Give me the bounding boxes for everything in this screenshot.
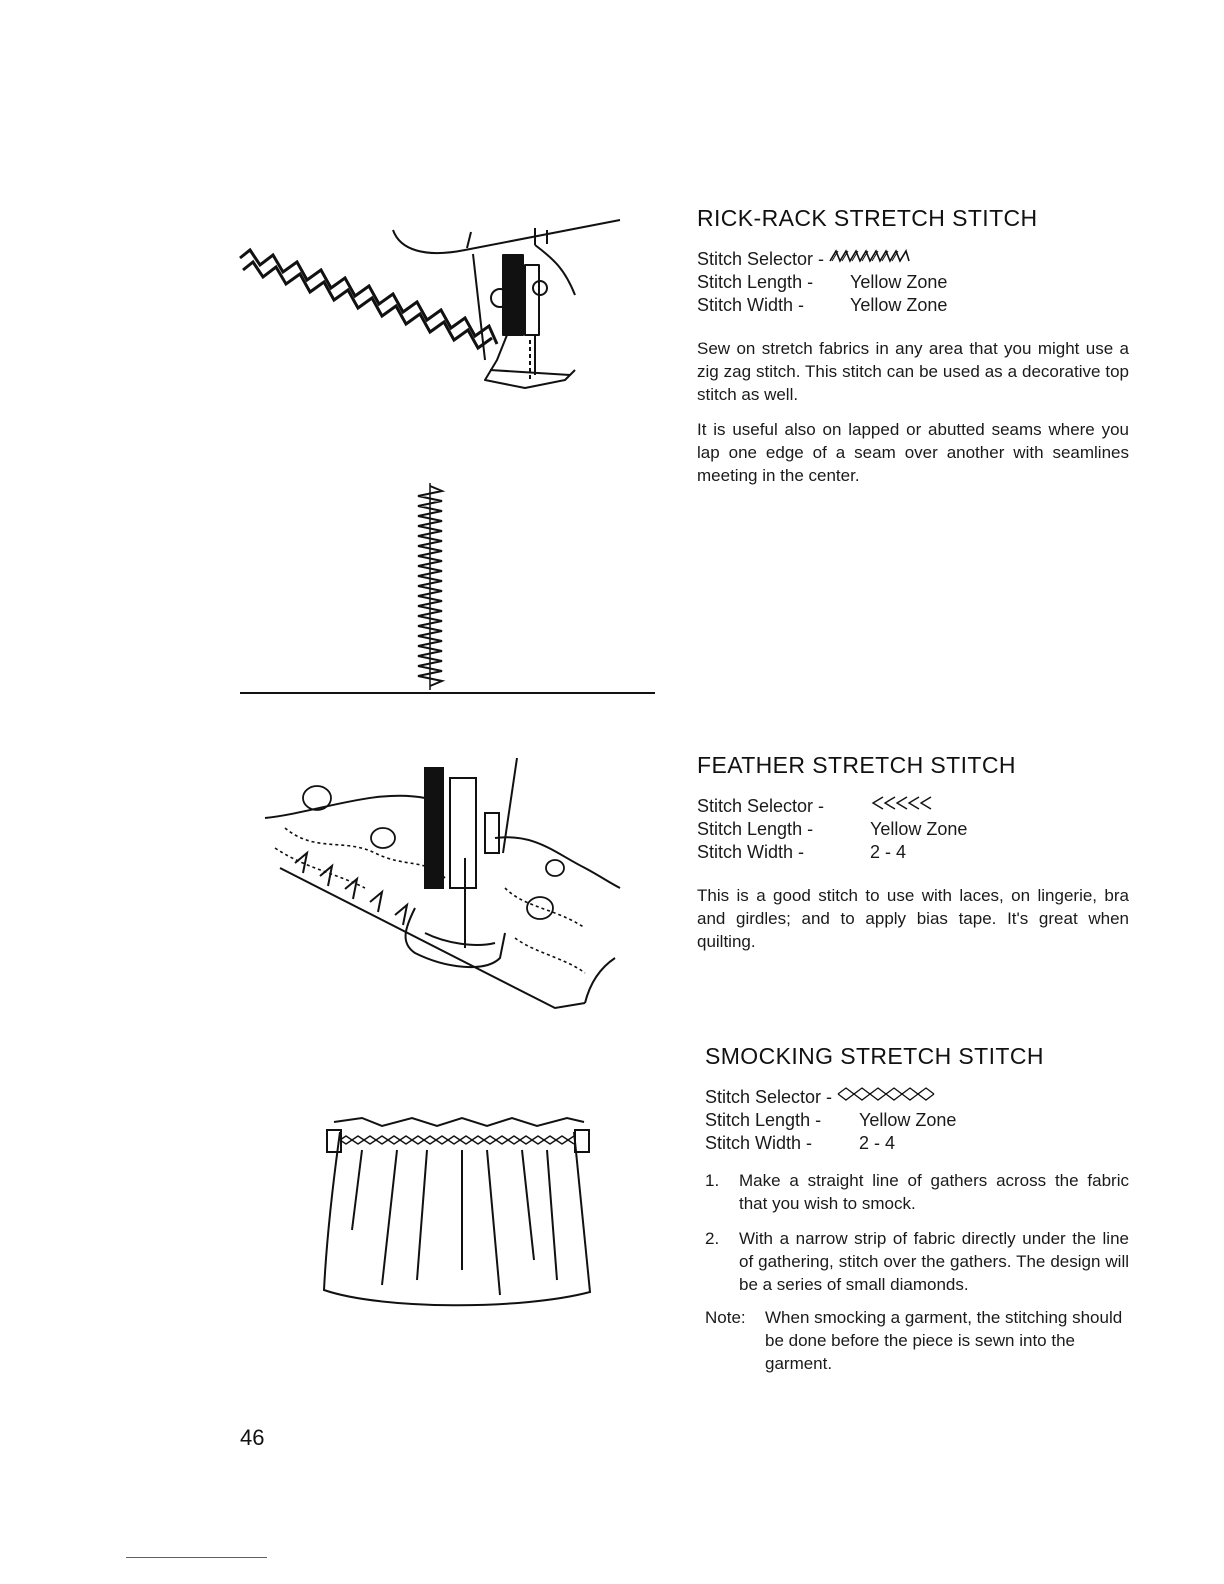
rick-rack-selector-row bbox=[697, 248, 1129, 271]
rick-rack-length-row bbox=[697, 271, 1129, 294]
note-text: When smocking a garment, the stitching should be done before the piece is sewn into the garment. bbox=[765, 1308, 1123, 1373]
smocking-note bbox=[705, 1306, 1129, 1375]
rick-rack-section bbox=[697, 205, 1129, 487]
smocking-width-row bbox=[705, 1132, 1129, 1155]
feather-width-row bbox=[697, 841, 1129, 864]
step-text: With a narrow strip of fabric directly under the line of gathering, stitch over the gathers. The design will be a series of small diamonds. bbox=[739, 1229, 1129, 1294]
smocking-diamonds bbox=[340, 1136, 574, 1144]
seam-sample-illustration bbox=[235, 478, 660, 700]
width-value: 2 - 4 bbox=[859, 1133, 896, 1153]
width-label: Stitch Width - bbox=[705, 1133, 813, 1153]
length-value: Yellow Zone bbox=[850, 272, 948, 292]
width-value: Yellow Zone bbox=[850, 295, 948, 315]
smocking-stitch-symbol-icon bbox=[836, 1086, 936, 1102]
feather-lace-illustration bbox=[255, 758, 625, 1018]
footer-rule bbox=[126, 1557, 267, 1558]
feather-section bbox=[697, 752, 1129, 953]
step-text: Make a straight line of gathers across the fabric that you wish to smock. bbox=[739, 1171, 1129, 1213]
feather-length-row bbox=[697, 818, 1129, 841]
rick-rack-paragraph-1: Sew on stretch fabrics in any area that you might use a zig zag stitch. This stitch can be used as a decorative top stitch as well. bbox=[697, 339, 1129, 404]
rick-rack-width-row bbox=[697, 294, 1129, 317]
width-label: Stitch Width - bbox=[697, 842, 805, 862]
rick-rack-title: RICK-RACK STRETCH STITCH bbox=[697, 205, 1038, 231]
feather-stitch-symbol-icon bbox=[871, 795, 933, 811]
selector-label: Stitch Selector - bbox=[697, 249, 825, 269]
length-value: Yellow Zone bbox=[870, 819, 968, 839]
step-number: 2. bbox=[705, 1229, 720, 1248]
selector-label: Stitch Selector - bbox=[697, 796, 825, 816]
smocked-skirt-illustration bbox=[322, 1110, 594, 1315]
feather-title: FEATHER STRETCH STITCH bbox=[697, 752, 1016, 778]
length-value: Yellow Zone bbox=[859, 1110, 957, 1130]
step-number: 1. bbox=[705, 1171, 720, 1190]
note-label: Note: bbox=[705, 1308, 746, 1327]
smocking-length-row bbox=[705, 1109, 1129, 1132]
rick-rack-stitch-symbol-icon bbox=[828, 248, 910, 264]
length-label: Stitch Length - bbox=[697, 272, 814, 292]
smocking-section bbox=[705, 1043, 1129, 1375]
page-number: 46 bbox=[240, 1425, 265, 1450]
rick-rack-machine-illustration bbox=[235, 210, 635, 400]
feather-selector-row bbox=[697, 795, 1129, 818]
smocking-step-1 bbox=[705, 1169, 1129, 1215]
smocking-selector-row bbox=[705, 1086, 1129, 1109]
rick-rack-stitch-line bbox=[240, 250, 497, 344]
length-label: Stitch Length - bbox=[705, 1110, 822, 1130]
width-value: 2 - 4 bbox=[870, 842, 907, 862]
selector-label: Stitch Selector - bbox=[705, 1087, 833, 1107]
smocking-title: SMOCKING STRETCH STITCH bbox=[705, 1043, 1044, 1069]
smocking-step-2 bbox=[705, 1227, 1129, 1296]
feather-paragraph-1: This is a good stitch to use with laces, on lingerie, bra and girdles; and to apply bias tape. It's great when quilting. bbox=[697, 886, 1129, 951]
width-label: Stitch Width - bbox=[697, 295, 805, 315]
length-label: Stitch Length - bbox=[697, 819, 814, 839]
rick-rack-paragraph-2: It is useful also on lapped or abutted seams where you lap one edge of a seam over another with seamlines meeting in the center. bbox=[697, 420, 1129, 485]
